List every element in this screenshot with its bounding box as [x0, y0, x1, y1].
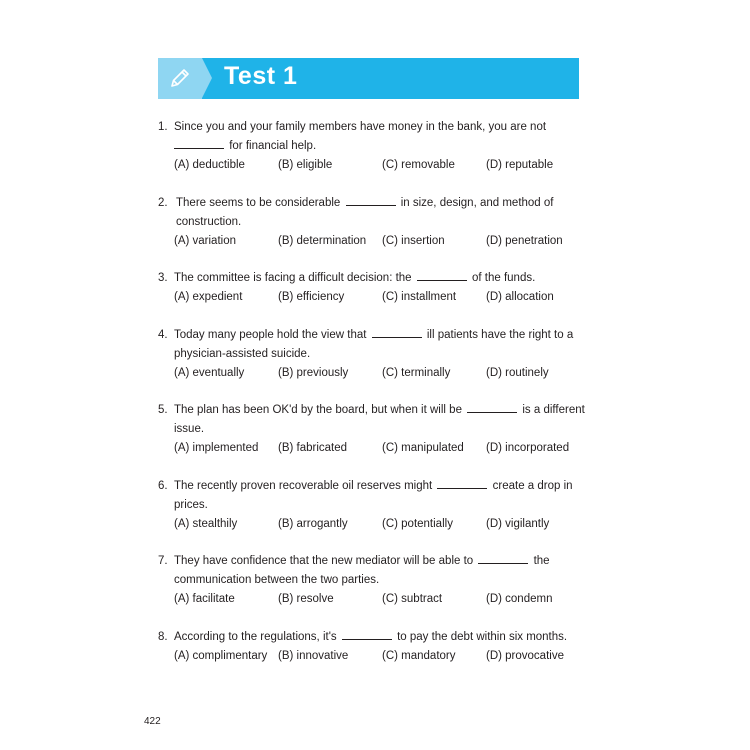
question-text: The committee is facing a difficult decision: the	[174, 272, 412, 284]
question-text: The recently proven recoverable oil reserves might	[174, 479, 433, 492]
answer-blank	[437, 479, 487, 489]
choice-c[interactable]: (C) mandatory	[382, 649, 456, 662]
pencil-icon-box	[158, 58, 202, 99]
question-text-cont: the	[533, 555, 550, 567]
question-number: 5.	[158, 404, 168, 416]
choice-b[interactable]: (B) resolve	[278, 593, 334, 605]
question-item	[158, 401, 588, 458]
question-text-cont: create a drop in	[492, 479, 573, 492]
question-text: There seems to be considerable	[176, 196, 341, 209]
question-number: 1.	[158, 121, 168, 133]
question-text-cont: of the funds.	[471, 272, 536, 284]
question-item	[158, 118, 588, 175]
choice-row	[158, 232, 588, 251]
choice-a[interactable]: (A) expedient	[174, 291, 243, 303]
question-text-cont: in size, design, and method of	[400, 196, 554, 209]
question-number: 3.	[158, 272, 168, 284]
choice-b[interactable]: (B) efficiency	[278, 291, 345, 303]
choice-d[interactable]: (D) vigilantly	[486, 517, 550, 530]
choice-b[interactable]: (B) innovative	[278, 649, 349, 662]
question-text-cont: to pay the debt within six months.	[397, 630, 568, 643]
question-number: 8.	[158, 630, 168, 643]
question-item	[158, 326, 588, 383]
question-item	[158, 269, 588, 307]
question-text: They have confidence that the new mediator will be able to	[174, 555, 474, 567]
choice-d[interactable]: (D) provocative	[486, 649, 564, 662]
choice-a[interactable]: (A) facilitate	[174, 593, 235, 605]
answer-blank	[467, 403, 517, 413]
choice-c[interactable]: (C) terminally	[382, 366, 451, 379]
choice-b[interactable]: (B) eligible	[278, 159, 333, 171]
answer-blank	[342, 630, 392, 640]
question-text-line2: communication between the two parties.	[174, 574, 380, 586]
choice-row	[158, 288, 588, 307]
question-text-line2: physician-assisted suicide.	[174, 347, 311, 360]
question-number: 2.	[158, 196, 168, 209]
choice-c[interactable]: (C) installment	[382, 291, 457, 303]
question-text-line2: construction.	[176, 215, 242, 228]
question-number: 4.	[158, 328, 168, 341]
choice-c[interactable]: (C) subtract	[382, 593, 443, 605]
choice-d[interactable]: (D) penetration	[486, 234, 563, 247]
choice-a[interactable]: (A) implemented	[174, 442, 259, 454]
choice-d[interactable]: (D) allocation	[486, 291, 554, 303]
choice-b[interactable]: (B) previously	[278, 366, 349, 379]
choice-c[interactable]: (C) potentially	[382, 517, 453, 530]
choice-d[interactable]: (D) routinely	[486, 366, 549, 379]
choice-b[interactable]: (B) fabricated	[278, 442, 348, 454]
question-text: Today many people hold the view that	[174, 328, 367, 341]
question-text-cont: ill patients have the right to a	[426, 328, 574, 341]
choice-row	[158, 590, 588, 609]
choice-a[interactable]: (A) deductible	[174, 159, 245, 171]
question-text: The plan has been OK'd by the board, but when it will be	[174, 404, 462, 416]
choice-b[interactable]: (B) arrogantly	[278, 517, 348, 530]
question-text-line2: prices.	[174, 498, 208, 511]
answer-blank	[478, 554, 528, 564]
choice-row	[158, 515, 588, 534]
answer-blank	[174, 139, 224, 149]
choice-d[interactable]: (D) incorporated	[486, 442, 570, 454]
question-list	[158, 118, 588, 684]
choice-d[interactable]: (D) condemn	[486, 593, 553, 605]
answer-blank	[372, 328, 422, 338]
choice-c[interactable]: (C) manipulated	[382, 442, 464, 454]
choice-a[interactable]: (A) eventually	[174, 366, 245, 379]
question-text-cont: for financial help.	[229, 140, 317, 152]
choice-a[interactable]: (A) complimentary	[174, 649, 268, 662]
page-title: Test 1	[224, 62, 298, 90]
page-number: 422	[144, 716, 161, 727]
choice-row	[158, 364, 588, 383]
question-item	[158, 552, 588, 609]
question-item	[158, 194, 588, 251]
choice-row	[158, 439, 588, 458]
question-number: 6.	[158, 479, 168, 492]
question-item	[158, 628, 588, 666]
choice-d[interactable]: (D) reputable	[486, 159, 554, 171]
question-text: According to the regulations, it's	[174, 630, 337, 643]
pencil-icon	[168, 66, 192, 90]
choice-row	[158, 156, 588, 175]
question-text-line2: issue.	[174, 423, 205, 435]
choice-row	[158, 647, 588, 666]
question-number: 7.	[158, 555, 168, 567]
choice-c[interactable]: (C) insertion	[382, 234, 445, 247]
question-text-cont: is a different	[522, 404, 585, 416]
answer-blank	[417, 271, 467, 281]
answer-blank	[346, 196, 396, 206]
choice-a[interactable]: (A) variation	[174, 234, 236, 247]
choice-b[interactable]: (B) determination	[278, 234, 367, 247]
question-text: Since you and your family members have money in the bank, you are not	[174, 121, 547, 133]
choice-c[interactable]: (C) removable	[382, 159, 455, 171]
question-item	[158, 477, 588, 534]
test-header	[158, 58, 579, 99]
choice-a[interactable]: (A) stealthily	[174, 517, 238, 530]
